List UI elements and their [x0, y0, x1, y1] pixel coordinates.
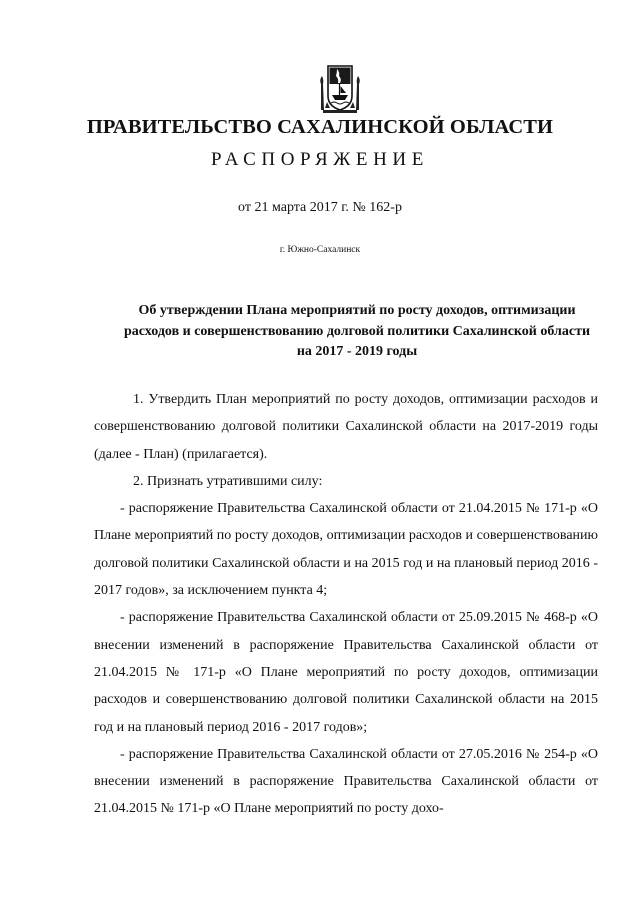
organization-title: ПРАВИТЕЛЬСТВО САХАЛИНСКОЙ ОБЛАСТИ: [86, 116, 554, 138]
document-date-number: от 21 марта 2017 г. № 162-р: [238, 200, 402, 215]
issue-city: г. Южно-Сахалинск: [279, 245, 361, 255]
document-subject: Об утверждении Плана мероприятий по росту доходов, оптимизации расходов и совершенствованию долговой политики Сахалинской области на 2017 - 2019 годы: [123, 303, 591, 359]
repealed-order-item: - распоряжение Правительства Сахалинской области от 25.09.2015 № 468-р «О внесении изменений в распоряжение Правительства Сахалинской области от 21.04.2015 № 171-р «О Плане мероприятий по росту доходов, оптимизации расходов и совершенствованию долговой политики Сахалинской области на 2015 год и на плановый период 2016 - 2017 годов»;: [94, 610, 598, 735]
sakhalin-coat-of-arms-icon: [318, 62, 362, 114]
paragraph-approve-plan: 1. Утвердить План мероприятий по росту доходов, оптимизации расходов и совершенствованию долговой политики Сахалинской области на 2017-2019 годы (далее - План) (прилагается).: [94, 392, 598, 462]
document-body: [94, 386, 598, 823]
paragraph-repeal: 2. Признать утратившими силу:: [133, 473, 323, 489]
repealed-order-item: - распоряжение Правительства Сахалинской области от 27.05.2016 № 254-р «О внесении изменений в распоряжение Правительства Сахалинской области от 21.04.2015 № 171-р «О Плане мероприятий по росту дохо-: [94, 746, 598, 817]
document-type: РАСПОРЯЖЕНИЕ: [211, 149, 429, 170]
repealed-order-item: - распоряжение Правительства Сахалинской области от 21.04.2015 № 171-р «О Плане мероприятий по росту доходов, оптимизации расходов и совершенствованию долговой политики Сахалинской области и на 2015 год и на плановый период 2016 - 2017 годов», за исключением пункта 4;: [94, 501, 598, 599]
